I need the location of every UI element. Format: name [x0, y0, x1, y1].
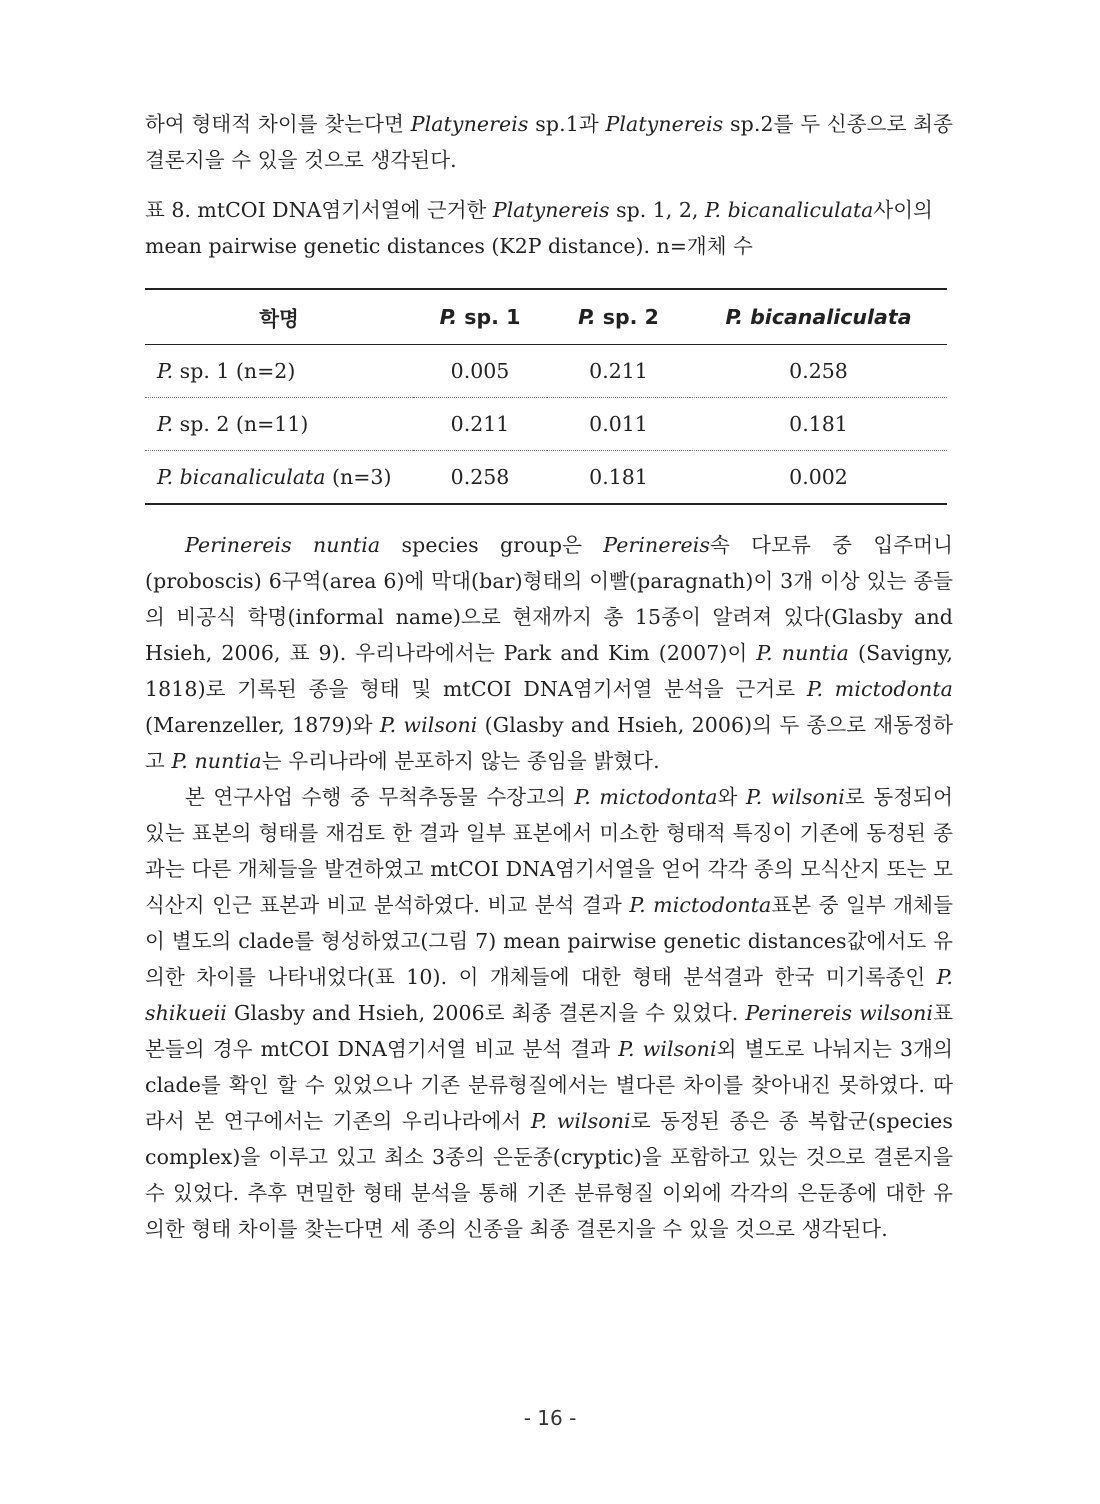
species-name: P. nuntia	[171, 749, 262, 773]
species-name: Perinereis	[603, 533, 710, 557]
caption-text-2: sp. 1, 2,	[609, 198, 705, 222]
row-label-rest: sp. 2 (n=11)	[173, 412, 309, 436]
species-name: P. mictodonta	[574, 785, 718, 809]
table-row	[145, 345, 947, 398]
species-name: Perinereis nuntia	[185, 533, 381, 557]
document-page	[145, 106, 953, 1247]
table-cell: 0.211	[413, 398, 547, 451]
paragraph-research-results	[145, 779, 953, 1247]
header-sp1	[413, 289, 547, 345]
caption-genus: Platynereis	[492, 198, 610, 222]
intro-paragraph	[145, 106, 953, 178]
table-header-row	[145, 289, 947, 345]
intro-text-1: 하여 형태적 차이를 찾는다면	[145, 112, 411, 136]
header-bic-name: P. bicanaliculata	[725, 305, 912, 329]
species-name: P. wilsoni	[618, 1037, 717, 1061]
header-sp2	[547, 289, 690, 345]
table-cell: 0.005	[450, 359, 510, 383]
body-text: 속 다모류 중 입주머니(proboscis) 6구역(area 6)에 막대(bar)형태의 이빨(paragnath)이 3개 이상 있는 종들의 비공식 학명(informal name)으로 현재까지 총 15종이 알려져 있다(Glasby and Hsieh, 2006, 표 9). 우리나라에서는 Park and Kim (2007)이	[145, 533, 953, 665]
row-label-genus: P.	[157, 412, 174, 436]
body-text: 로 동정되어 있는 표본의 형태를 재검토 한 결과 일부 표본에서 미소한 형태적 특징이 기존에 동정된 종과는 다른 개체들을 발견하였고 mtCOI DNA염기서열을 얻어 각각 종의 모식산지 또는 모식산지 인근 표본과 비교 분석하였다. 비교 분석 결과	[145, 785, 954, 917]
intro-text-2: sp.1과	[528, 112, 606, 136]
table-cell: 0.011	[547, 398, 690, 451]
species-name: P. mictodonta	[629, 893, 772, 917]
row-label-rest: (n=3)	[325, 465, 392, 489]
caption-text-3: 사이의 mean pairwise genetic distances (K2P distance). n=개체 수	[145, 198, 933, 258]
table-cell: 0.258	[789, 359, 848, 383]
page-number: - 16 -	[523, 1406, 577, 1430]
table-caption	[145, 192, 953, 264]
table-cell: 0.181	[690, 398, 947, 451]
species-name: P. nuntia	[756, 641, 849, 665]
paragraph-perinereis-group	[145, 527, 953, 779]
body-text: 와	[717, 785, 747, 809]
body-text: (Savigny, 1818)로 기록된 종을 형태 및 mtCOI DNA염기서열 분석을 근거로	[145, 641, 953, 701]
body-text: 외 별도로 나눠지는 3개의 clade를 확인 할 수 있었으나 기존 분류형질에서는 별다른 차이를 찾아내진 못하였다. 따라서 본 연구에서는 기존의 우리나라에서	[145, 1037, 953, 1133]
table-row	[145, 451, 947, 505]
body-text: species group은	[380, 533, 604, 557]
table-cell: 0.211	[589, 359, 648, 383]
header-bicanaliculata	[690, 289, 947, 345]
body-text: 표본 중 일부 개체들이 별도의 clade를 형성하였고(그림 7) mean pairwise genetic distances값에서도 유의한 차이를 나타내었다(표 10). 이 개체들에 대한 형태 분석결과 한국 미기록종인	[145, 893, 953, 989]
intro-genus-2: Platynereis	[605, 112, 724, 136]
body-text: 본 연구사업 수행 중 무척추동물 수장고의	[185, 785, 575, 809]
table-cell: 0.181	[547, 451, 690, 505]
species-name: Perinereis wilsoni	[745, 1001, 934, 1025]
body-text: 는 우리나라에 분포하지 않는 종임을 밝혔다.	[261, 749, 660, 773]
body-text: (Glasby and Hsieh, 2006)의 두 종으로 재동정하고	[145, 713, 953, 773]
row-label	[145, 398, 413, 451]
row-label	[145, 451, 413, 505]
intro-genus-1: Platynereis	[410, 112, 529, 136]
intro-text-3: sp.2를 두 신종으로 최종 결론지을 수 있을 것으로 생각된다.	[145, 112, 953, 172]
header-sp1-genus: P.	[439, 305, 458, 329]
body-text: (Marenzeller, 1879)와	[145, 713, 380, 737]
row-label	[145, 345, 413, 398]
species-name: P. shikueii	[145, 965, 953, 1025]
distance-table	[145, 288, 947, 505]
body-text: Glasby and Hsieh, 2006로 최종 결론지을 수 있었다.	[226, 1001, 746, 1025]
header-sp2-genus: P.	[578, 305, 596, 329]
row-label-genus: P.	[157, 359, 174, 383]
table-row	[145, 398, 947, 451]
table-cell: 0.002	[690, 451, 947, 505]
body-text: 표본들의 경우 mtCOI DNA염기서열 비교 분석 결과	[145, 1001, 953, 1061]
body-text: 로 동정된 종은 종 복합군(species complex)을 이루고 있고 최소 3종의 은둔종(cryptic)을 포함하고 있는 것으로 결론지을 수 있었다. 추후 면밀한 형태 분석을 통해 기존 분류형질 이외에 각각의 은둔종에 대한 유의한 형태 차이를 찾는다면 세 종의 신종을 최종 결론지을 수 있을 것으로 생각된다.	[145, 1109, 953, 1241]
header-sp1-rest: sp. 1	[457, 305, 521, 329]
caption-text-1: 표 8. mtCOI DNA염기서열에 근거한	[145, 198, 493, 222]
row-label-rest: sp. 1 (n=2)	[173, 359, 296, 383]
row-label-genus: P. bicanaliculata	[157, 465, 326, 489]
species-name: P. wilsoni	[379, 713, 478, 737]
species-name: P. wilsoni	[530, 1109, 631, 1133]
caption-species: P. bicanaliculata	[704, 198, 874, 222]
header-scientific-name: 학명	[145, 289, 413, 345]
species-name: P. wilsoni	[746, 785, 845, 809]
table-cell: 0.258	[413, 451, 547, 505]
header-sp2-rest: sp. 2	[595, 305, 659, 329]
species-name: P. mictodonta	[806, 677, 953, 701]
